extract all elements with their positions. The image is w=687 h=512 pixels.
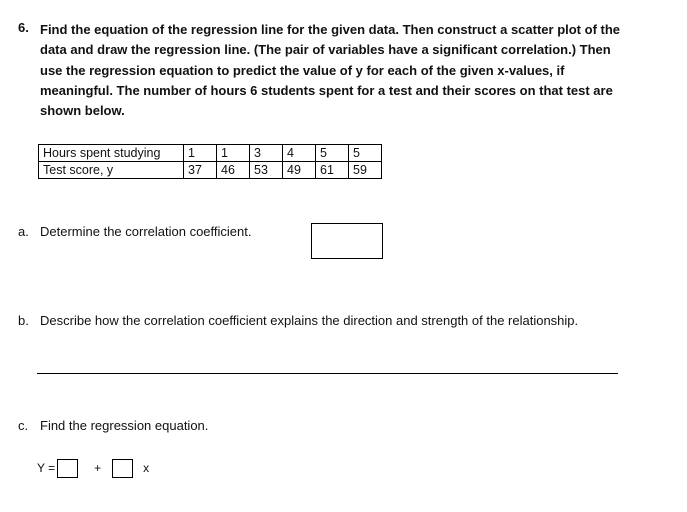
slope-answer-box[interactable] [112, 459, 133, 478]
table-cell: 61 [316, 162, 349, 179]
table-row-score [39, 162, 382, 179]
correlation-answer-box[interactable] [311, 223, 383, 259]
table-cell: 49 [283, 162, 316, 179]
part-c-letter: c. [18, 418, 29, 433]
part-b-prompt: Describe how the correlation coefficient explains the direction and strength of the relationship. [40, 313, 579, 328]
equation-y-label: Y = [37, 461, 56, 475]
question-text [40, 20, 620, 121]
part-a-letter: a. [18, 224, 29, 239]
question-line: shown below. [40, 103, 125, 119]
table-cell: 5 [316, 145, 349, 162]
question-line: meaningful. The number of hours 6 students spent for a test and their scores on that test are [40, 82, 613, 98]
table-cell: 1 [184, 145, 217, 162]
part-a-prompt: Determine the correlation coefficient. [40, 224, 252, 239]
equation-plus: + [94, 461, 102, 475]
part-c-prompt: Find the regression equation. [40, 418, 209, 433]
question-line: data and draw the regression line. (The pair of variables have a significant correlation.) Then [40, 42, 611, 58]
answer-line[interactable] [37, 373, 618, 374]
regression-equation [37, 458, 149, 478]
table-cell: 46 [217, 162, 250, 179]
table-cell: 5 [349, 145, 382, 162]
part-b-letter: b. [18, 313, 29, 328]
data-table [38, 144, 382, 179]
table-cell: 53 [250, 162, 283, 179]
table-row-label: Hours spent studying [39, 145, 184, 162]
table-cell: 1 [217, 145, 250, 162]
table-cell: 4 [283, 145, 316, 162]
question-number: 6. [18, 20, 29, 35]
table-cell: 37 [184, 162, 217, 179]
question-line: Find the equation of the regression line for the given data. Then construct a scatter plot of the [40, 22, 621, 37]
equation-x-label: x [143, 461, 150, 475]
question-line: use the regression equation to predict the value of y for each of the given x-values, if [40, 62, 565, 78]
table-row-hours [39, 145, 382, 162]
table-cell: 59 [349, 162, 382, 179]
table-row-label: Test score, y [39, 162, 184, 179]
table-cell: 3 [250, 145, 283, 162]
intercept-answer-box[interactable] [57, 459, 78, 478]
